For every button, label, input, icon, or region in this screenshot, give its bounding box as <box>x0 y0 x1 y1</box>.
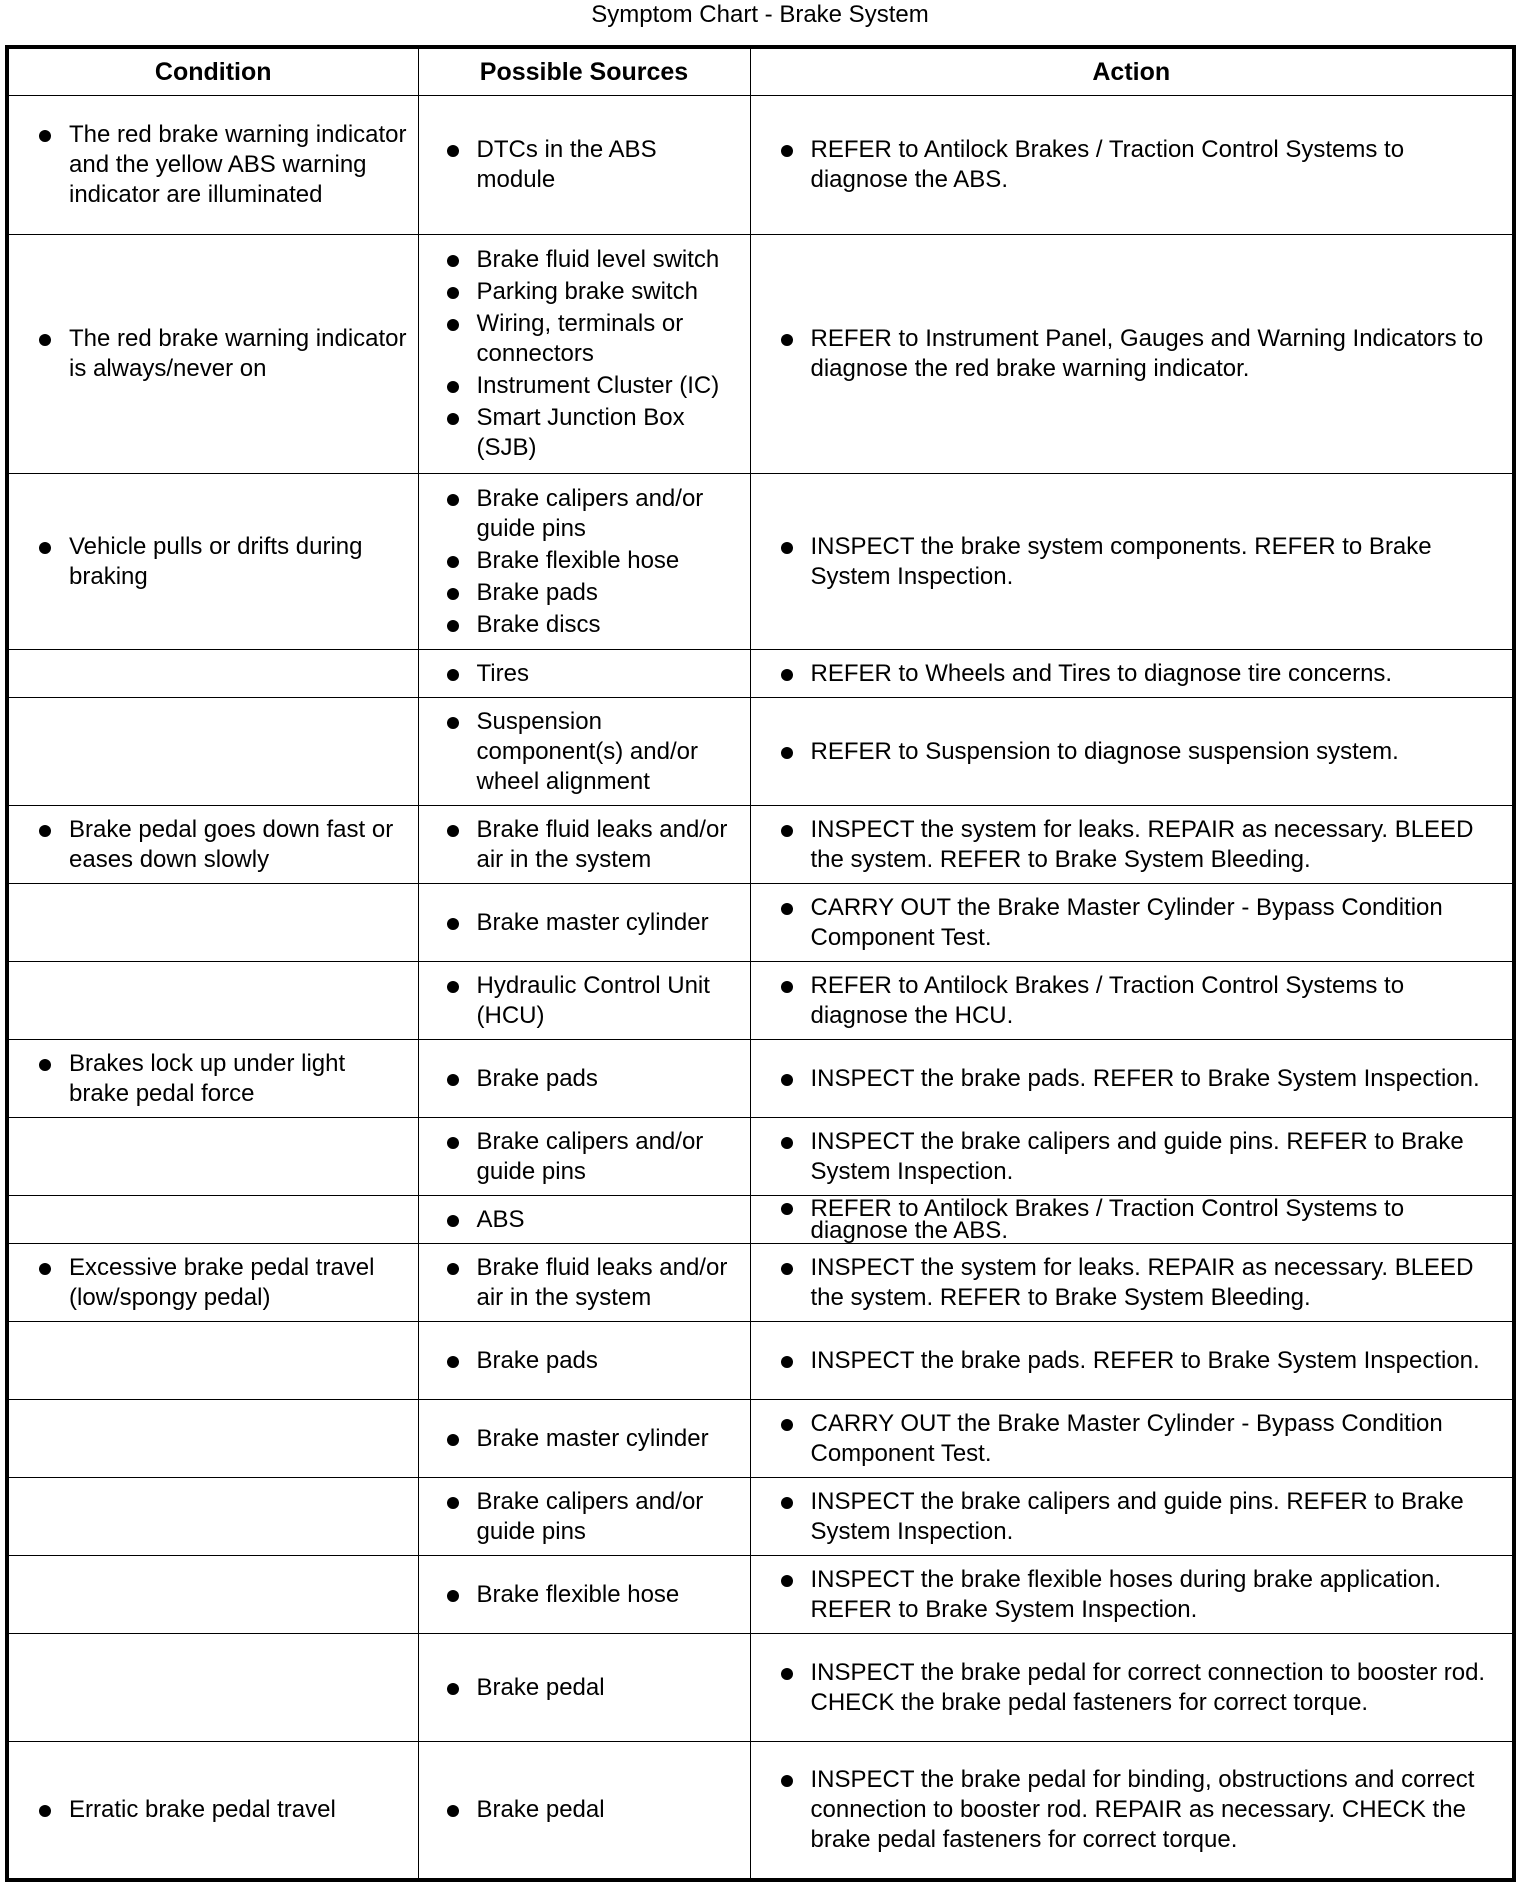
sources-bullet-item: Brake calipers and/or guide pins <box>477 1487 742 1547</box>
condition-cell <box>7 1478 418 1556</box>
sources-cell <box>418 1322 750 1400</box>
sources-list <box>419 1253 750 1313</box>
sources-bullet-item: Brake pads <box>477 1064 742 1094</box>
sources-list <box>419 908 750 938</box>
sources-bullet-item: Parking brake switch <box>477 277 742 307</box>
action-cell <box>750 698 1514 806</box>
sources-cell <box>418 1244 750 1322</box>
action-cell <box>750 474 1514 650</box>
sources-list <box>419 1346 750 1376</box>
sources-bullet-item: Brake discs <box>477 610 742 640</box>
action-cell <box>750 806 1514 884</box>
sources-bullet-item: Brake fluid level switch <box>477 245 742 275</box>
action-list <box>751 1194 1513 1244</box>
action-cell <box>750 1478 1514 1556</box>
sources-bullet-item: Brake master cylinder <box>477 908 742 938</box>
condition-list <box>9 1795 418 1825</box>
sources-bullet-item: Brake pads <box>477 578 742 608</box>
condition-cell <box>7 1040 418 1118</box>
table-row <box>7 1742 1514 1880</box>
sources-list <box>419 484 750 640</box>
sources-bullet-item: Brake fluid leaks and/or air in the system <box>477 1253 742 1313</box>
sources-list <box>419 815 750 875</box>
action-list <box>751 893 1513 953</box>
sources-cell <box>418 1040 750 1118</box>
sources-bullet-item: Smart Junction Box (SJB) <box>477 403 742 463</box>
table-body <box>7 96 1514 1880</box>
sources-list <box>419 1127 750 1187</box>
action-bullet-item: INSPECT the brake pads. REFER to Brake System Inspection. <box>811 1346 1505 1376</box>
action-bullet-item: INSPECT the brake pedal for correct connection to booster rod. CHECK the brake pedal fasteners for correct torque. <box>811 1658 1505 1718</box>
condition-cell <box>7 1742 418 1880</box>
header-row <box>7 47 1514 96</box>
action-bullet-item: REFER to Antilock Brakes / Traction Control Systems to diagnose the ABS. <box>811 1198 1505 1242</box>
sources-bullet-item: Brake calipers and/or guide pins <box>477 484 742 544</box>
action-bullet-item: REFER to Antilock Brakes / Traction Control Systems to diagnose the ABS. <box>811 135 1505 195</box>
sources-cell <box>418 1556 750 1634</box>
condition-cell <box>7 1634 418 1742</box>
table-row <box>7 1244 1514 1322</box>
condition-list <box>9 324 418 384</box>
action-list <box>751 1127 1513 1187</box>
table-row <box>7 1196 1514 1244</box>
table-row <box>7 1322 1514 1400</box>
sources-bullet-item: Brake flexible hose <box>477 546 742 576</box>
sources-bullet-item: Suspension component(s) and/or wheel alignment <box>477 707 742 797</box>
action-cell <box>750 1196 1514 1244</box>
action-bullet-item: INSPECT the brake pads. REFER to Brake System Inspection. <box>811 1064 1505 1094</box>
action-cell <box>750 1244 1514 1322</box>
table-row <box>7 962 1514 1040</box>
sources-cell <box>418 1478 750 1556</box>
sources-bullet-item: DTCs in the ABS module <box>477 135 742 195</box>
condition-bullet-item: The red brake warning indicator is always/never on <box>69 325 407 382</box>
condition-cell <box>7 235 418 474</box>
condition-bullet-item: The red brake warning indicator and the yellow ABS warning indicator are illuminated <box>69 121 407 208</box>
sources-list <box>419 1487 750 1547</box>
sources-cell <box>418 1118 750 1196</box>
sources-list <box>419 1205 750 1235</box>
header-possible-sources: Possible Sources <box>418 47 750 96</box>
sources-cell <box>418 96 750 235</box>
action-bullet-item: INSPECT the brake system components. REFER to Brake System Inspection. <box>811 532 1505 592</box>
condition-cell <box>7 806 418 884</box>
action-cell <box>750 1634 1514 1742</box>
action-bullet-item: REFER to Suspension to diagnose suspension system. <box>811 737 1505 767</box>
action-cell <box>750 884 1514 962</box>
condition-list <box>9 120 418 210</box>
action-bullet-item: INSPECT the brake flexible hoses during brake application. REFER to Brake System Inspection. <box>811 1565 1505 1625</box>
action-bullet-item: REFER to Instrument Panel, Gauges and Warning Indicators to diagnose the red brake warning indicator. <box>811 324 1505 384</box>
sources-bullet-item: Brake pedal <box>477 1673 742 1703</box>
condition-cell <box>7 1244 418 1322</box>
table-row <box>7 806 1514 884</box>
action-bullet-item: REFER to Wheels and Tires to diagnose tire concerns. <box>811 659 1505 689</box>
sources-bullet-item: Brake flexible hose <box>477 1580 742 1610</box>
condition-bullet-item: Brake pedal goes down fast or eases down slowly <box>69 815 408 875</box>
sources-cell <box>418 806 750 884</box>
action-list <box>751 1658 1513 1718</box>
sources-bullet-item: ABS <box>477 1205 742 1235</box>
action-bullet-item: CARRY OUT the Brake Master Cylinder - Bypass Condition Component Test. <box>811 1409 1505 1469</box>
sources-cell <box>418 1634 750 1742</box>
action-bullet-item: INSPECT the brake calipers and guide pins. REFER to Brake System Inspection. <box>811 1487 1505 1547</box>
sources-cell <box>418 1400 750 1478</box>
condition-cell <box>7 1196 418 1244</box>
condition-cell <box>7 1556 418 1634</box>
action-cell <box>750 962 1514 1040</box>
header-action: Action <box>750 47 1514 96</box>
sources-list <box>419 707 750 797</box>
sources-bullet-item: Brake calipers and/or guide pins <box>477 1127 742 1187</box>
sources-bullet-item: Hydraulic Control Unit (HCU) <box>477 971 742 1031</box>
condition-list <box>9 532 418 592</box>
action-list <box>751 135 1513 195</box>
sources-cell <box>418 235 750 474</box>
condition-list <box>9 815 418 875</box>
table-row <box>7 698 1514 806</box>
table-row <box>7 884 1514 962</box>
action-cell <box>750 1118 1514 1196</box>
sources-list <box>419 1673 750 1703</box>
sources-cell <box>418 1742 750 1880</box>
action-bullet-item: INSPECT the system for leaks. REPAIR as necessary. BLEED the system. REFER to Brake System Bleeding. <box>811 815 1505 875</box>
table-row <box>7 1556 1514 1634</box>
action-bullet-item: INSPECT the brake pedal for binding, obstructions and correct connection to booster rod. REPAIR as necessary. CHECK the brake pedal fasteners for correct torque. <box>811 1765 1505 1855</box>
symptom-table <box>5 45 1516 1882</box>
sources-list <box>419 971 750 1031</box>
table-row <box>7 235 1514 474</box>
condition-bullet-item: Brakes lock up under light brake pedal force <box>69 1049 408 1109</box>
sources-bullet-item: Tires <box>477 659 742 689</box>
condition-bullet-item: Vehicle pulls or drifts during braking <box>69 532 408 592</box>
condition-cell <box>7 962 418 1040</box>
condition-cell <box>7 1322 418 1400</box>
action-bullet-item: INSPECT the system for leaks. REPAIR as necessary. BLEED the system. REFER to Brake System Bleeding. <box>811 1253 1505 1313</box>
condition-cell <box>7 1118 418 1196</box>
action-list <box>751 815 1513 875</box>
sources-list <box>419 1064 750 1094</box>
sources-bullet-item: Brake pedal <box>477 1795 742 1825</box>
table-row <box>7 474 1514 650</box>
sources-cell <box>418 474 750 650</box>
sources-bullet-item: Instrument Cluster (IC) <box>477 371 742 401</box>
table-row <box>7 1478 1514 1556</box>
action-cell <box>750 1040 1514 1118</box>
action-bullet-item: REFER to Antilock Brakes / Traction Control Systems to diagnose the HCU. <box>811 971 1505 1031</box>
table-row <box>7 1040 1514 1118</box>
condition-cell <box>7 1400 418 1478</box>
sources-bullet-item: Wiring, terminals or connectors <box>477 309 742 369</box>
sources-list <box>419 245 750 463</box>
sources-cell <box>418 884 750 962</box>
action-list <box>751 971 1513 1031</box>
sources-list <box>419 1580 750 1610</box>
condition-list <box>9 1253 418 1313</box>
action-bullet-item: INSPECT the brake calipers and guide pins. REFER to Brake System Inspection. <box>811 1127 1505 1187</box>
condition-bullet-item: Erratic brake pedal travel <box>69 1795 408 1825</box>
action-list <box>751 1565 1513 1625</box>
condition-cell <box>7 698 418 806</box>
action-cell <box>750 1322 1514 1400</box>
condition-cell <box>7 474 418 650</box>
sources-list <box>419 1795 750 1825</box>
action-cell <box>750 1742 1514 1880</box>
action-list <box>751 324 1513 384</box>
header-condition: Condition <box>7 47 418 96</box>
action-cell <box>750 1556 1514 1634</box>
action-list <box>751 1765 1513 1855</box>
action-cell <box>750 235 1514 474</box>
table-row <box>7 1118 1514 1196</box>
sources-bullet-item: Brake master cylinder <box>477 1424 742 1454</box>
action-list <box>751 1487 1513 1547</box>
sources-bullet-item: Brake fluid leaks and/or air in the system <box>477 815 742 875</box>
condition-list <box>9 1049 418 1109</box>
sources-list <box>419 659 750 689</box>
action-list <box>751 659 1513 689</box>
table-row <box>7 650 1514 698</box>
sources-list <box>419 135 750 195</box>
sources-list <box>419 1424 750 1454</box>
action-cell <box>750 650 1514 698</box>
table-row <box>7 96 1514 235</box>
action-list <box>751 1409 1513 1469</box>
condition-cell <box>7 884 418 962</box>
action-list <box>751 1064 1513 1094</box>
condition-cell <box>7 650 418 698</box>
sources-cell <box>418 650 750 698</box>
condition-cell <box>7 96 418 235</box>
sources-cell <box>418 698 750 806</box>
chart-title: Symptom Chart - Brake System <box>591 1 929 28</box>
action-bullet-item: CARRY OUT the Brake Master Cylinder - Bypass Condition Component Test. <box>811 893 1505 953</box>
sources-cell <box>418 1196 750 1244</box>
table-row <box>7 1634 1514 1742</box>
action-cell <box>750 1400 1514 1478</box>
table-row <box>7 1400 1514 1478</box>
action-list <box>751 737 1513 767</box>
condition-bullet-item: Excessive brake pedal travel (low/spongy pedal) <box>69 1253 408 1313</box>
action-cell <box>750 96 1514 235</box>
action-list <box>751 1253 1513 1313</box>
action-list <box>751 532 1513 592</box>
sources-bullet-item: Brake pads <box>477 1346 742 1376</box>
action-list <box>751 1346 1513 1376</box>
sources-cell <box>418 962 750 1040</box>
